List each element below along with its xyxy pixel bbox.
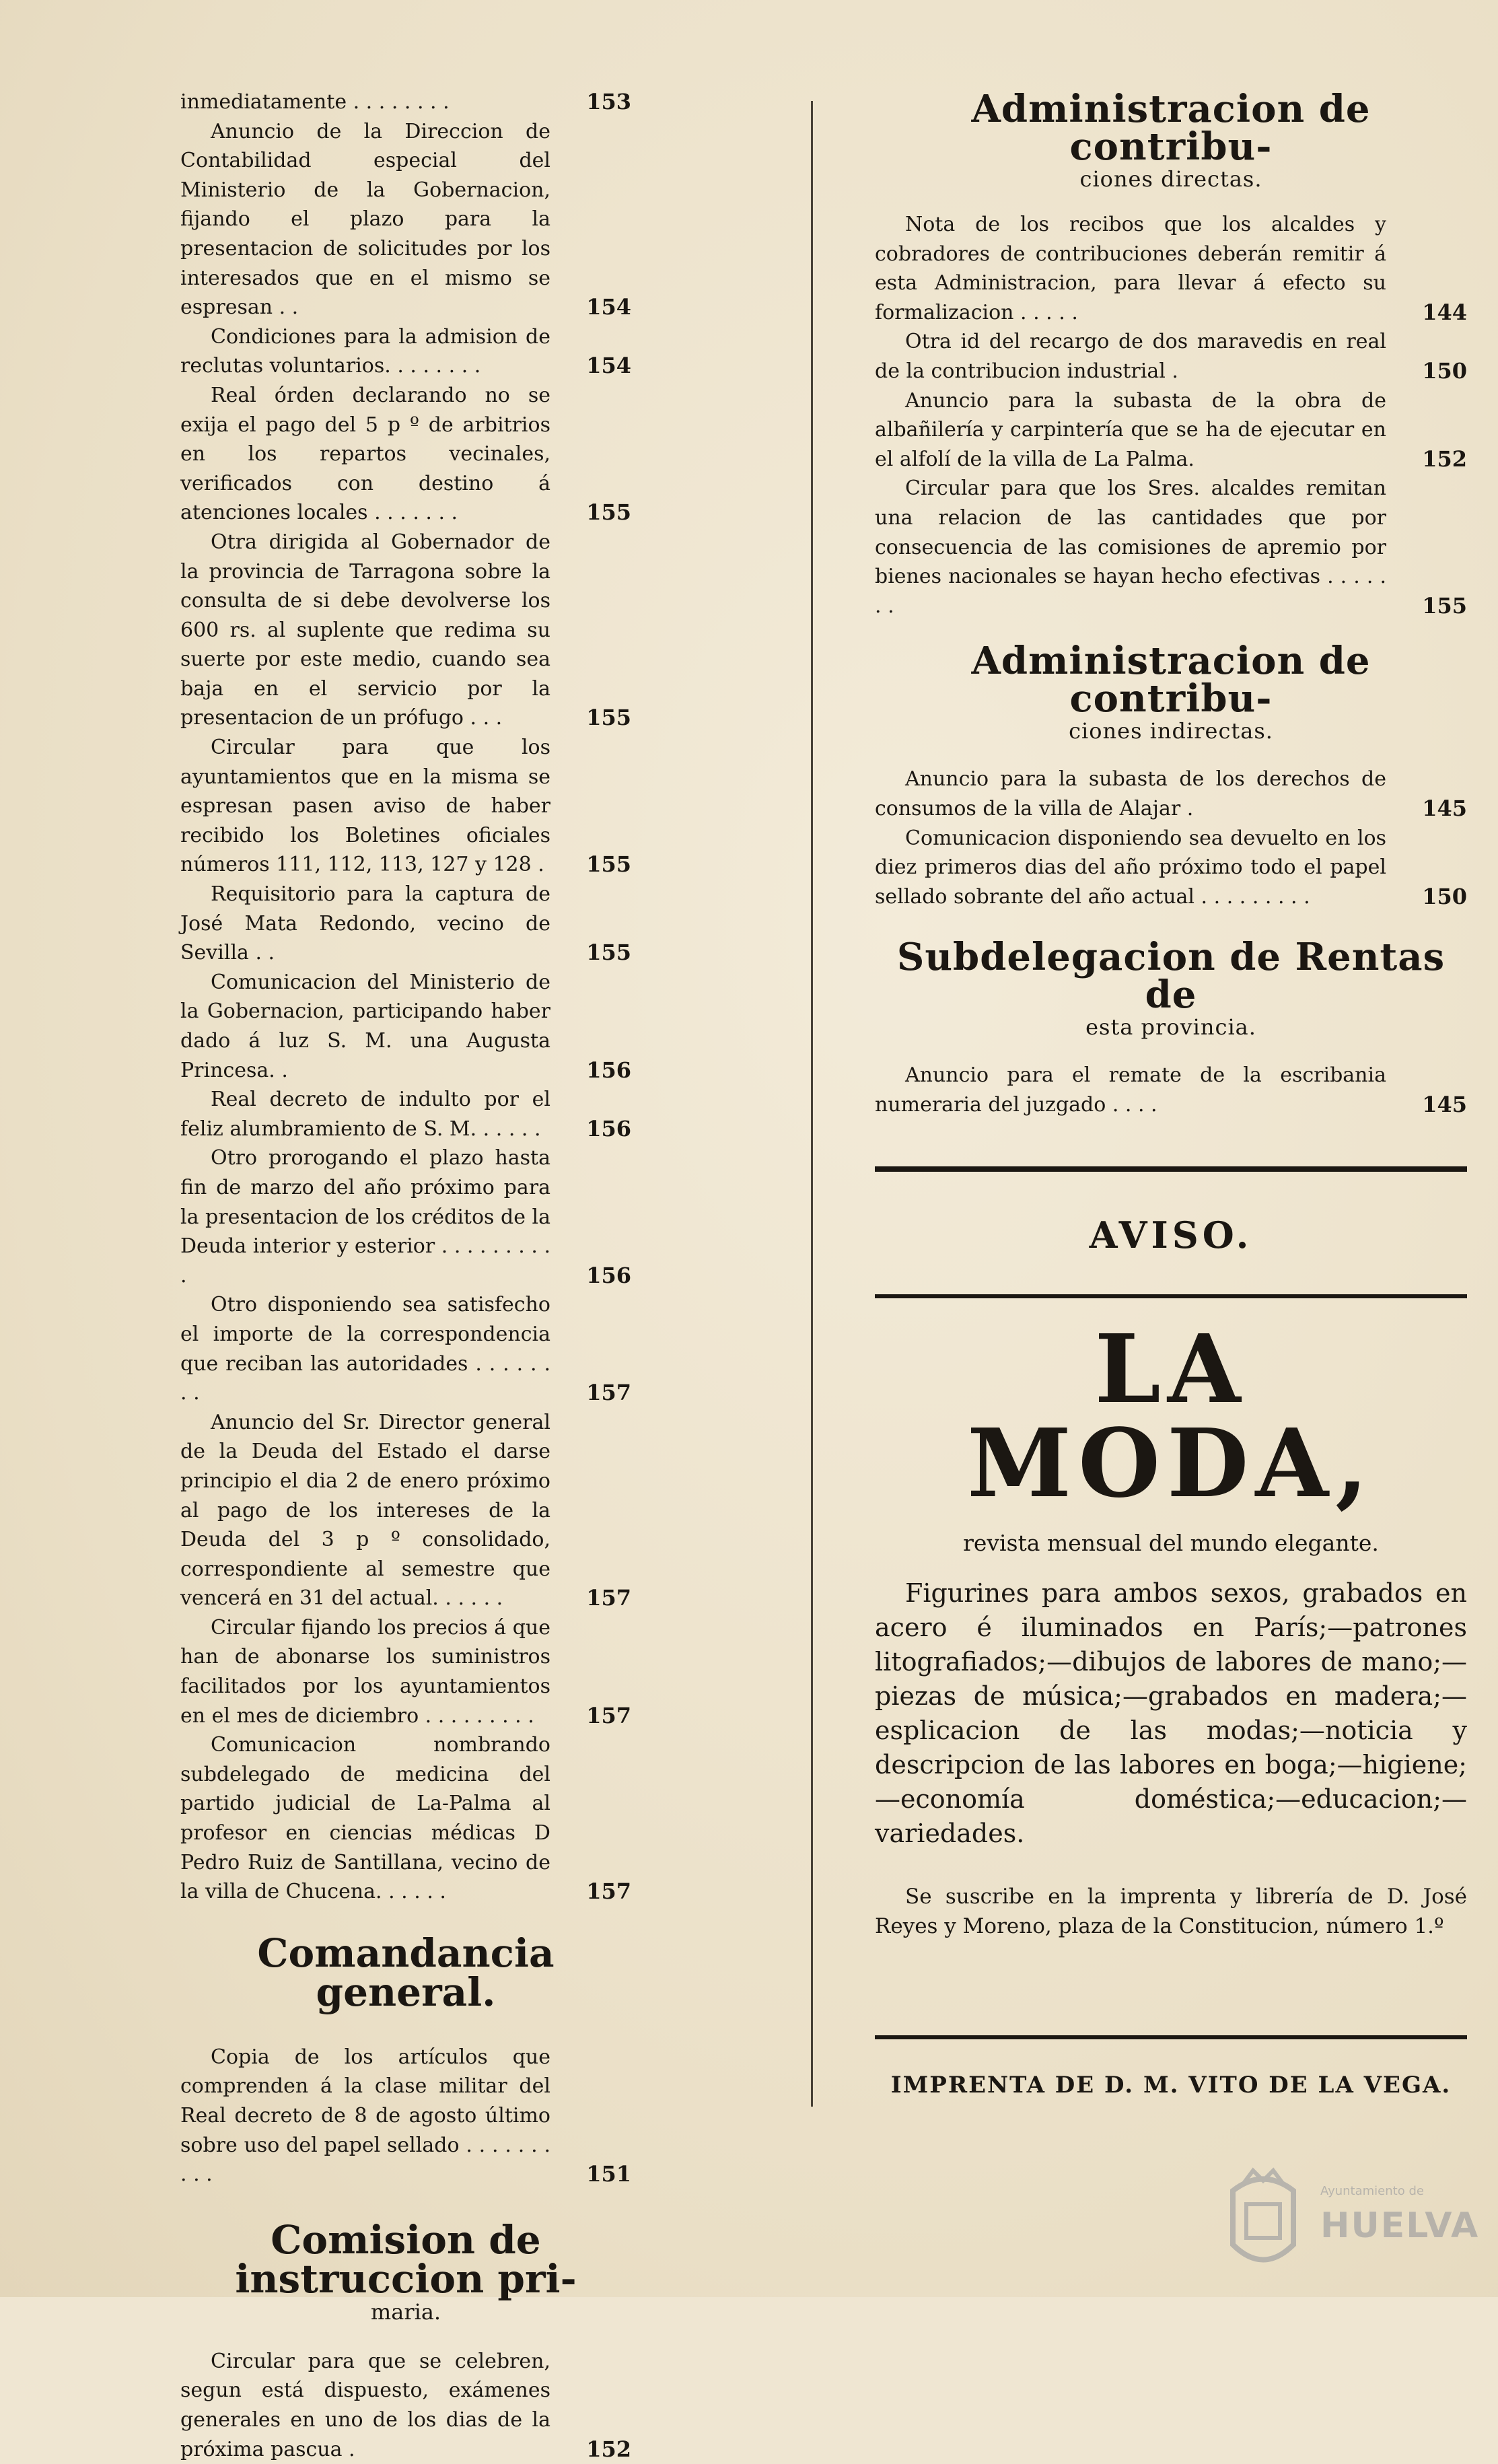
entry-page-number: 144 xyxy=(1422,299,1467,325)
section-contribuciones-indirectas xyxy=(875,639,1467,911)
entry-page-number: 155 xyxy=(1422,592,1467,619)
entries-list xyxy=(180,2347,631,2464)
index-entry xyxy=(180,381,631,528)
entry-page-number: 156 xyxy=(586,1262,631,1288)
entry-page-number: 155 xyxy=(586,705,631,731)
section xyxy=(180,1930,631,2189)
aviso-heading: AVISO. xyxy=(1089,1213,1253,1257)
entry-text: Circular para que los Sres. alcaldes remitan una relacion de las cantidades que por consecuencia de las comisiones de apremio por bienes nacionales se hayan hecho efectivas . . . . . . . xyxy=(875,477,1386,618)
section xyxy=(180,2216,631,2464)
index-entry xyxy=(875,210,1467,327)
index-entry xyxy=(180,2043,631,2189)
entry-page-number: 152 xyxy=(586,2436,631,2462)
index-entry xyxy=(180,322,631,381)
entry-page-number: 154 xyxy=(586,294,631,320)
section-title: Subdelegacion de Rentas de esta provincia. xyxy=(896,935,1446,1041)
section-rentas xyxy=(875,935,1467,1119)
moda-title: LA MODA, xyxy=(967,1314,1375,1520)
entry-text: Requisitorio para la captura de José Mata Redondo, vecino de Sevilla . . xyxy=(180,882,550,965)
index-entry xyxy=(180,117,631,322)
index-entry xyxy=(180,1085,631,1143)
entry-page-number: 152 xyxy=(1422,446,1467,472)
entries-list xyxy=(875,1061,1467,1119)
index-entry xyxy=(875,474,1467,621)
entry-page-number: 156 xyxy=(586,1057,631,1083)
entry-page-number: 153 xyxy=(586,89,631,114)
entries-list xyxy=(180,2043,631,2189)
index-entry xyxy=(875,327,1467,386)
entry-text: Comunicacion nombrando subdelegado de medicina del partido judicial de La-Palma al profesor en ciencias médicas D Pedro Ruiz de Santillana, vecino de la villa de Chucena. . . . . . xyxy=(180,1733,550,1904)
entry-text: Anuncio para la subasta de la obra de albañilería y carpintería que se ha de ejecutar en el alfolí de la villa de La Palma. xyxy=(875,388,1386,471)
entry-text: Circular para que los ayuntamientos que en la misma se espresan pasen aviso de haber recibido los Boletines oficiales números 111, 112, 113, 127 y 128 . xyxy=(180,736,550,877)
entry-page-number: 154 xyxy=(586,353,631,379)
entry-text: Anuncio del Sr. Director general de la Deuda del Estado el darse principio el dia 2 de enero próximo al pago de los intereses de la Deuda del 3 p º consolidado, correspondiente al semestre que vencerá en 31 del actual. . . . . . xyxy=(180,1410,550,1611)
index-entry xyxy=(180,1143,631,1290)
entry-text: Condiciones para la admision de reclutas voluntarios. . . . . . . . xyxy=(180,324,550,378)
entry-text: Circular fijando los precios á que han de abonarse los suministros facilitados por los ayuntamientos en el mes de diciembro . . . . . . . . . xyxy=(180,1615,550,1728)
column-divider xyxy=(811,101,813,2107)
left-column xyxy=(180,87,631,2464)
entry-page-number: 155 xyxy=(586,940,631,966)
entry-text: Circular para que se celebren, segun está dispuesto, exámenes generales en uno de los dias de la próxima pascua . xyxy=(180,2349,550,2461)
entry-page-number: 157 xyxy=(586,1380,631,1406)
entry-page-number: 150 xyxy=(1422,883,1467,909)
index-entry xyxy=(180,1730,631,1907)
entry-text: Comunicacion del Ministerio de la Gobernacion, participando haber dado á luz S. M. una Augusta Princesa. . xyxy=(180,970,550,1082)
index-entry xyxy=(180,528,631,733)
horizontal-rule xyxy=(875,1294,1467,1298)
horizontal-rule xyxy=(875,1166,1467,1172)
stamp-name: HUELVA xyxy=(1320,2206,1480,2246)
entry-page-number: 150 xyxy=(1422,357,1467,384)
entry-text: Anuncio para la subasta de los derechos de consumos de la villa de Alajar . xyxy=(875,767,1386,820)
stamp-caption: Ayuntamiento de xyxy=(1320,2184,1424,2198)
section-title: Administracion de contribu- ciones indirectas. xyxy=(971,639,1371,744)
entry-text: Otra dirigida al Gobernador de la provincia de Tarragona sobre la consulta de si debe devolverse los 600 rs. al suplente que redima su suerte por este medio, cuando sea baja en el servicio por la presentacion de un prófugo . . . xyxy=(180,530,550,730)
entry-page-number: 157 xyxy=(586,1585,631,1611)
entry-text: Real decreto de indulto por el feliz alumbramiento de S. M. . . . . . xyxy=(180,1088,550,1141)
entry-text: inmediatamente . . . . . . . . xyxy=(180,90,450,114)
entry-text: Otra id del recargo de dos maravedis en real de la contribucion industrial . xyxy=(875,330,1386,383)
index-entry xyxy=(180,1408,631,1613)
index-entry xyxy=(180,880,631,968)
index-entry xyxy=(875,386,1467,474)
moda-subtitle: revista mensual del mundo elegante. xyxy=(963,1530,1379,1557)
horizontal-rule xyxy=(875,2035,1467,2039)
entry-page-number: 155 xyxy=(586,851,631,878)
entry-text: Otro prorogando el plazo hasta fin de marzo del año próximo para la presentacion de los créditos de la Deuda interior y esterior . . . . . . . . . . xyxy=(180,1146,550,1288)
index-entry xyxy=(875,824,1467,912)
printer-imprint: IMPRENTA DE D. M. VITO DE LA VEGA. xyxy=(890,2072,1452,2099)
entries-list xyxy=(875,765,1467,911)
index-entry xyxy=(875,1061,1467,1119)
index-entry xyxy=(180,968,631,1085)
entry-text: Anuncio para el remate de la escribania numeraria del juzgado . . . . xyxy=(875,1063,1386,1117)
entry-text: Copia de los artículos que comprenden á la clase militar del Real decreto de 8 de agosto último sobre uso del papel sellado . . . . . . . . . . xyxy=(180,2045,550,2187)
section-title: Comandancia general. xyxy=(257,1930,555,2015)
entry-text: Real órden declarando no se exija el pago del 5 p º de arbitrios en los repartos vecinales, verificados con destino á atenciones locales . . . . . . . xyxy=(180,383,550,525)
entry-text: Nota de los recibos que los alcaldes y cobradores de contribuciones deberán remitir á esta Administracion, para llevar á efecto su formalizacion . . . . . xyxy=(875,213,1386,324)
entry-text: Otro disponiendo sea satisfecho el importe de la correspondencia que reciban las autoridades . . . . . . . . xyxy=(180,1293,550,1405)
entry-page-number: 157 xyxy=(586,1878,631,1905)
index-entry xyxy=(875,765,1467,823)
entry-page-number: 145 xyxy=(1422,1091,1467,1117)
moda-description: Figurines para ambos sexos, grabados en acero é iluminados en París;—patrones litografiados;—dibujos de labores de mano;—piezas de música;—grabados en madera;—esplicacion de las modas;—noticia y descripcion de las labores en boga;—higiene;—economía doméstica;—educacion;—variedades. xyxy=(875,1578,1467,1849)
archive-stamp xyxy=(1219,2164,1480,2278)
entry-page-number: 151 xyxy=(586,2161,631,2187)
entry-page-number: 155 xyxy=(586,499,631,526)
entry-text: Comunicacion disponiendo sea devuelto en los diez primeros dias del año próximo todo el papel sellado sobrante del año actual . . . . . . . . . xyxy=(875,826,1386,909)
index-entry xyxy=(180,733,631,880)
index-entry xyxy=(180,87,631,117)
crest-icon xyxy=(1219,2164,1307,2278)
index-entry xyxy=(180,1613,631,1730)
entry-page-number: 157 xyxy=(586,1702,631,1728)
entry-page-number: 156 xyxy=(586,1115,631,1141)
entry-text: Anuncio de la Direccion de Contabilidad especial del Ministerio de la Gobernacion, fijando el plazo para la presentacion de solicitudes por los interesados que en el mismo se espresan . . xyxy=(180,119,550,320)
entries-list xyxy=(875,210,1467,621)
entry-page-number: 145 xyxy=(1422,795,1467,821)
index-entry xyxy=(180,1290,631,1407)
right-column xyxy=(875,87,1467,2099)
section-title: Comision de instruccion pri- maria. xyxy=(235,2216,577,2325)
section-title: Administracion de contribu- ciones directas. xyxy=(971,87,1371,192)
section-contribuciones-directas xyxy=(875,87,1467,621)
subscription-note: Se suscribe en la imprenta y librería de D. José Reyes y Moreno, plaza de la Constitucion, número 1.º xyxy=(875,1885,1467,1939)
index-entry xyxy=(180,2347,631,2464)
